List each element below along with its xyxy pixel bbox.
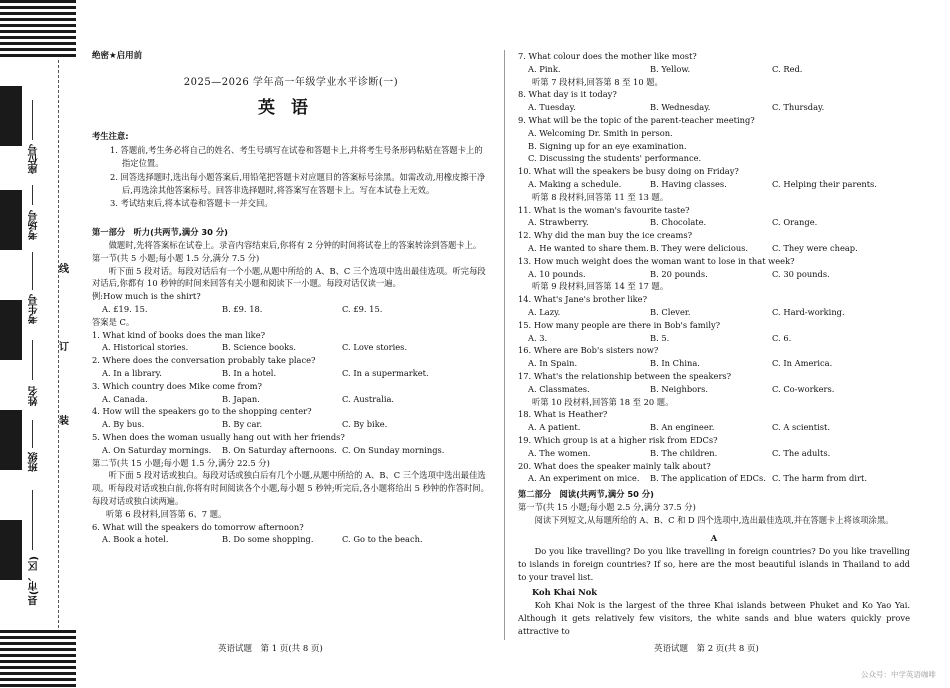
option: B. £9. 18. xyxy=(222,303,263,314)
field-name: 姓名 xyxy=(29,386,40,406)
question-text: 10. What will the speakers be busy doing on Friday? xyxy=(518,166,739,177)
material-hint: 听第 7 段材料,回答第 8 至 10 题。 xyxy=(532,76,663,87)
question-text: 5. When does the woman usually hang out with her friends? xyxy=(92,431,345,442)
option: C. 30 pounds. xyxy=(772,268,830,279)
field-county: 县(市、区) xyxy=(29,556,40,606)
question-text: 12. Why did the man buy the ice creams? xyxy=(518,230,693,241)
question-text: 4. How will the speakers go to the shopping center? xyxy=(92,406,312,417)
question-text: 3. Which country does Mike come from? xyxy=(92,380,262,391)
secret-mark: 绝密★启用前 xyxy=(92,51,143,61)
option: C. They were cheap. xyxy=(772,242,858,253)
option: C. In America. xyxy=(772,358,833,369)
question-text: 7. What colour does the mother like most? xyxy=(518,51,697,61)
passage-paragraph: Do you like travelling? Do you like travelling in foreign countries? Do you like travelling to islands in foreign countries? If so, here are the most beautiful islands in Thailand to add to your travel list. xyxy=(518,546,910,583)
option: B. Clever. xyxy=(650,306,691,317)
option: B. Science books. xyxy=(222,342,297,353)
question-options xyxy=(518,242,910,255)
notice-item: 1. 答题前,考生务必将自己的姓名、考生号填写在试卷和答题卡上,并将考生号条形码粘贴在答题卡上的指定位置。 xyxy=(110,145,483,168)
option: C. Red. xyxy=(772,63,803,74)
question-text: 2. Where does the conversation probably take place? xyxy=(92,355,316,366)
option: A. In a library. xyxy=(102,367,162,378)
option: A. By bus. xyxy=(102,419,145,430)
material-hint: 听第 6 段材料,回答第 6、7 题。 xyxy=(106,508,227,519)
question-options xyxy=(518,306,910,319)
section2-intro: 听下面 5 段对话或独白。每段对话或独白后有几个小题,从题中所给的 A、B、C 三个选项中选出最佳选项。听每段对话或独白前,你将有时间阅读各个小题,每小题 5 秒钟;听完后,各小题将给出 5 秒钟的作答时间。每段对话或独白读两遍。 xyxy=(92,470,489,506)
option: B. Chocolate. xyxy=(650,217,707,228)
option: C. Thursday. xyxy=(772,102,825,113)
option: A. In Spain. xyxy=(528,358,578,369)
option: B. In China. xyxy=(650,358,700,369)
question-options xyxy=(518,357,910,370)
field-seat-number: 座位号 xyxy=(29,144,40,174)
binding-block xyxy=(0,520,22,580)
option: C. £9. 15. xyxy=(342,303,383,314)
option: B. Do some shopping. xyxy=(222,534,314,545)
question-options xyxy=(518,472,910,485)
option: B. The application of EDCs. xyxy=(650,473,766,484)
material-hint: 听第 10 段材料,回答第 18 至 20 题。 xyxy=(532,396,674,407)
option: C. The harm from dirt. xyxy=(772,473,867,484)
option: A. Welcoming Dr. Smith in person. xyxy=(528,127,673,138)
option: A. On Saturday mornings. xyxy=(102,444,212,455)
binding-block xyxy=(0,410,22,470)
question-text: 8. What day is it today? xyxy=(518,89,617,100)
island-heading: Koh Khai Nok xyxy=(532,587,598,598)
question-text: 13. How much weight does the woman want to lose in that week? xyxy=(518,255,795,266)
option: B. Japan. xyxy=(222,393,260,404)
option: C. Helping their parents. xyxy=(772,178,877,189)
option: A. Strawberry. xyxy=(528,217,589,228)
field-line xyxy=(32,490,33,550)
option: B. 20 pounds. xyxy=(650,268,708,279)
option: C. Australia. xyxy=(342,393,395,404)
question-options xyxy=(518,421,910,434)
option: B. By car. xyxy=(222,419,263,430)
question-text: 1. What kind of books does the man like? xyxy=(92,329,266,340)
option: B. They were delicious. xyxy=(650,242,749,253)
material-hint: 听第 9 段材料,回答第 14 至 17 题。 xyxy=(532,281,669,292)
option: A. A patient. xyxy=(528,422,581,433)
field-line xyxy=(32,420,33,448)
option: A. An experiment on mice. xyxy=(528,473,640,484)
question-options xyxy=(92,533,490,546)
binding-block xyxy=(0,190,22,250)
field-line xyxy=(32,185,33,205)
field-line xyxy=(32,340,33,380)
option: A. Book a hotel. xyxy=(102,534,169,545)
option: C. A scientist. xyxy=(772,422,830,433)
option: B. Neighbors. xyxy=(650,383,709,394)
option: B. An engineer. xyxy=(650,422,715,433)
question-text: 17. What's the relationship between the speakers? xyxy=(518,370,732,381)
option: B. Yellow. xyxy=(650,63,691,74)
binding-stripes-bottom xyxy=(0,630,76,688)
option: C. Go to the beach. xyxy=(342,534,423,545)
question-options xyxy=(518,447,910,460)
notice-item: 3. 考试结束后,将本试卷和答题卡一并交回。 xyxy=(110,198,273,209)
question-text: 20. What does the speaker mainly talk about? xyxy=(518,460,711,471)
question-options xyxy=(92,418,490,431)
question-options xyxy=(92,444,490,457)
option: B. 5. xyxy=(650,332,670,343)
option: A. £19. 15. xyxy=(102,303,148,314)
field-line xyxy=(32,100,33,140)
question-text: 14. What's Jane's brother like? xyxy=(518,294,648,305)
option: C. On Sunday mornings. xyxy=(342,444,445,455)
page-footer-2: 英语试题 第 2 页(共 8 页) xyxy=(654,644,759,654)
option: C. Orange. xyxy=(772,217,818,228)
reading-section1-heading: 第一节(共 15 小题;每小题 2.5 分,满分 37.5 分) xyxy=(518,501,696,512)
option: A. Pink. xyxy=(528,63,561,74)
field-candidate-number: 考生号 xyxy=(29,294,40,324)
part2-heading: 第二部分 阅读(共两节,满分 50 分) xyxy=(518,489,654,500)
question-text: 9. What will be the topic of the parent-teacher meeting? xyxy=(518,114,755,125)
page-footer-1: 英语试题 第 1 页(共 8 页) xyxy=(218,644,323,654)
field-room-number: 考场号 xyxy=(29,210,40,240)
option: A. Tuesday. xyxy=(528,102,576,113)
option: C. Hard-working. xyxy=(772,306,845,317)
question-text: 19. Which group is at a higher risk from EDCs? xyxy=(518,434,718,445)
field-line xyxy=(32,252,33,290)
option: A. 3. xyxy=(528,332,548,343)
option: A. He wanted to share them. xyxy=(528,242,649,253)
binding-block xyxy=(0,86,22,146)
section2-heading: 第二节(共 15 小题;每小题 1.5 分,满分 22.5 分) xyxy=(92,457,270,468)
question-text: 15. How many people are there in Bob's family? xyxy=(518,319,721,330)
question-text: 16. Where are Bob's sisters now? xyxy=(518,345,659,356)
option: B. In a hotel. xyxy=(222,367,277,378)
binding-strip xyxy=(0,0,78,688)
question-options xyxy=(518,332,910,345)
exam-title: 2025—2026 学年高一年级学业水平诊断(一) xyxy=(183,76,399,88)
question-options xyxy=(518,101,910,114)
option: B. Having classes. xyxy=(650,178,727,189)
field-class: 班级 xyxy=(29,452,40,472)
watermark-text: 公众号：中学英语咖啡 xyxy=(861,670,936,679)
option: A. Canada. xyxy=(102,393,148,404)
option: A. Making a schedule. xyxy=(528,178,622,189)
cut-mark: 线 xyxy=(59,258,69,277)
option: C. By bike. xyxy=(342,419,388,430)
material-hint: 听第 8 段材料,回答第 11 至 13 题。 xyxy=(532,191,669,202)
cut-mark: 订 xyxy=(59,336,69,355)
section1-intro: 听下面 5 段对话。每段对话后有一个小题,从题中所给的 A、B、C 三个选项中选出最佳选项。听完每段对话后,你都有 10 秒钟的时间来回答有关小题和阅读下一小题。每段对话仅读一遍。 xyxy=(92,265,486,289)
notice-item: 2. 回答选择题时,选出每小题答案后,用铅笔把答题卡对应题目的答案标号涂黑。如需改动,用橡皮擦干净后,再选涂其他答案标号。回答非选择题时,将答案写在答题卡上。写在本试卷上无效。 xyxy=(110,171,486,195)
question-options xyxy=(518,216,910,229)
option: A. The women. xyxy=(528,447,591,458)
page-2 xyxy=(518,50,910,638)
section1-heading: 第一节(共 5 小题;每小题 1.5 分,满分 7.5 分) xyxy=(92,252,260,263)
option: C. Discussing the students' performance. xyxy=(528,153,702,164)
option: C. Co-workers. xyxy=(772,383,835,394)
option: A. Lazy. xyxy=(528,306,561,317)
question-options xyxy=(518,178,910,191)
question-options xyxy=(92,341,490,354)
part1-heading: 第一部分 听力(共两节,满分 30 分) xyxy=(92,227,228,238)
question-options xyxy=(92,367,490,380)
page-1 xyxy=(92,50,490,546)
option: B. The children. xyxy=(650,447,718,458)
question-text: 11. What is the woman's favourite taste? xyxy=(518,204,690,215)
question-text: 18. What is Heather? xyxy=(518,409,608,420)
option: C. 6. xyxy=(772,332,792,343)
question-list xyxy=(518,50,910,485)
example-question: 例:How much is the shirt? xyxy=(92,291,201,302)
example-options xyxy=(92,303,490,316)
option: C. In a supermarket. xyxy=(342,367,429,378)
option: C. The adults. xyxy=(772,447,831,458)
question-options xyxy=(518,63,910,76)
option: A. Classmates. xyxy=(528,383,590,394)
binding-block xyxy=(0,300,22,360)
binding-stripes-top xyxy=(0,0,76,58)
option: B. Signing up for an eye examination. xyxy=(528,140,687,151)
option: C. Love stories. xyxy=(342,342,408,353)
question-options xyxy=(518,383,910,396)
option: B. On Saturday afternoons. xyxy=(222,444,337,455)
subject-title: 英语 xyxy=(258,97,324,118)
passage-paragraph: Koh Khai Nok is the largest of the three Khai islands between Phuket and Ko Yao Yai. Although it gets relatively few visitors, the white sands and blue waters quickly prove attractive to xyxy=(518,600,910,637)
page-divider xyxy=(504,50,505,640)
option: A. Historical stories. xyxy=(102,342,189,353)
question-list xyxy=(92,329,490,457)
reading-section1-intro: 阅读下列短文,从每题所给的 A、B、C 和 D 四个选项中,选出最佳选项,并在答题卡上将该项涂黑。 xyxy=(534,514,894,525)
option: A. 10 pounds. xyxy=(528,268,586,279)
option: B. Wednesday. xyxy=(650,102,711,113)
question-options xyxy=(92,393,490,406)
question-text: 6. What will the speakers do tomorrow afternoon? xyxy=(92,521,304,532)
example-answer: 答案是 C。 xyxy=(92,316,135,327)
passage-letter: A xyxy=(710,533,718,544)
notice-heading: 考生注意: xyxy=(92,131,129,142)
cut-mark: 装 xyxy=(59,410,69,429)
question-options xyxy=(518,268,910,281)
part1-intro: 做题时,先将答案标在试卷上。录音内容结束后,你将有 2 分钟的时间将试卷上的答案转涂到答题卡上。 xyxy=(108,239,482,250)
